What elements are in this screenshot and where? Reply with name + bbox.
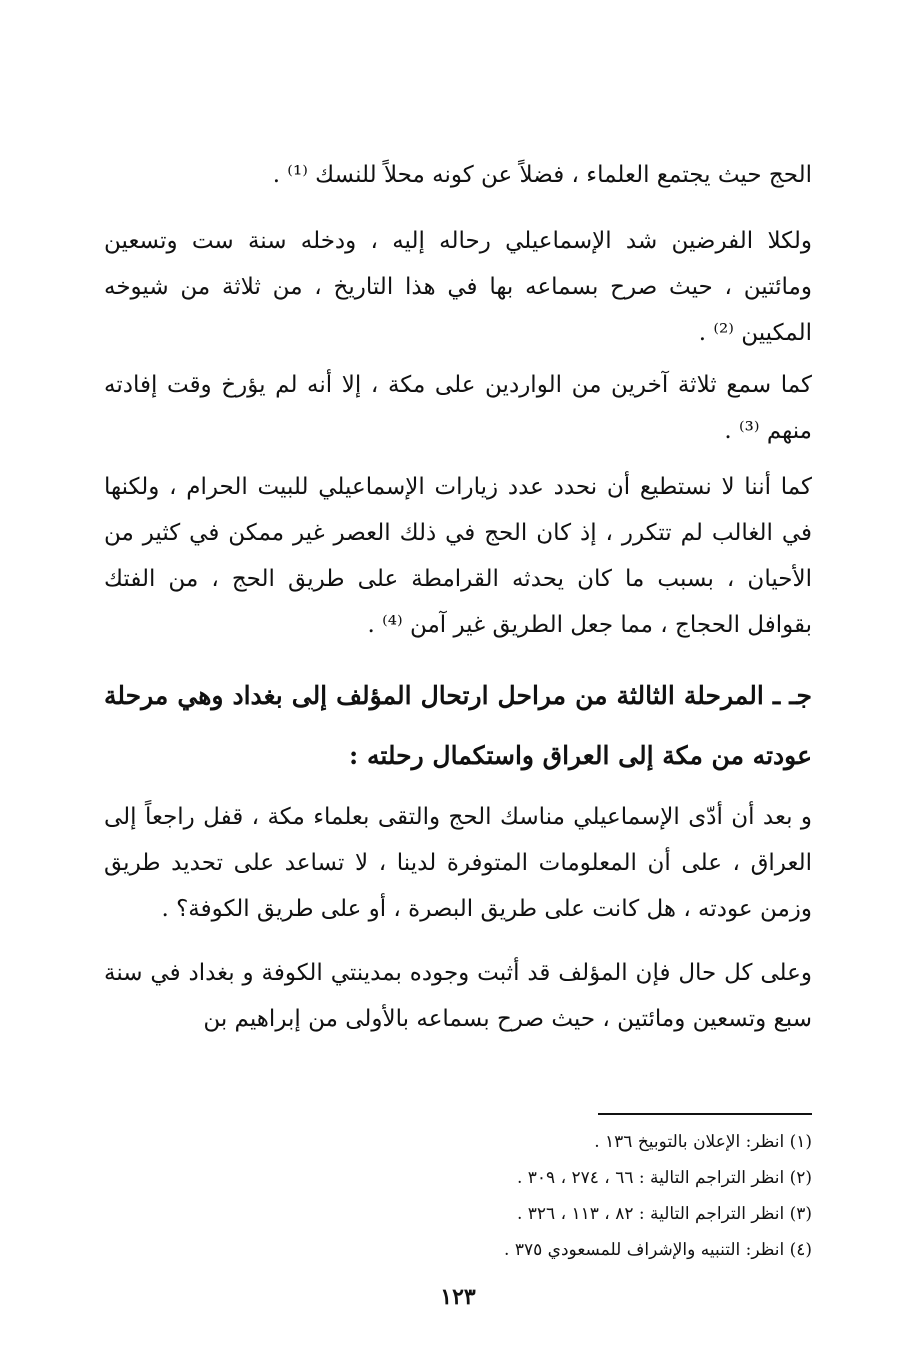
paragraph-4: كما أننا لا نستطيع أن نحدد عدد زيارات الإسماعيلي للبيت الحرام ، ولكنها في الغالب لم تتكرر ، إذ كان الحج في ذلك العصر غير ممكن في كثير من الأحيان ، بسبب ما كان يحدثه القرامطة على طريق الحج ، من الفتك بقوافل الحجاج ، مما جعل الطريق غير آمن ⁽⁴⁾ . xyxy=(104,474,812,638)
section-paragraph-1: و بعد أن أدّى الإسماعيلي مناسك الحج والتقى بعلماء مكة ، قفل راجعاً إلى العراق ، على أن المعلومات المتوفرة لدينا ، لا تساعد على تحديد طريق وزمن عودته ، هل كانت على طريق البصرة ، أو على طريق الكوفة؟ . xyxy=(104,804,812,922)
section-heading: جـ ـ المرحلة الثالثة من مراحل ارتحال المؤلف إلى بغداد وهي مرحلة عودته من مكة إلى العراق واستكمال رحلته : xyxy=(104,681,812,770)
page-number: ١٢٣ xyxy=(440,1284,476,1310)
footnote-2: (٢) انظر التراجم التالية : ٦٦ ، ٢٧٤ ، ٣٠٩ . xyxy=(516,1168,812,1188)
paragraph-3: كما سمع ثلاثة آخرين من الواردين على مكة ، إلا أنه لم يؤرخ وقت إفادته منهم ⁽³⁾ . xyxy=(104,372,812,444)
paragraph-1: الحج حيث يجتمع العلماء ، فضلاً عن كونه محلاً للنسك ⁽¹⁾ . xyxy=(272,162,812,188)
footnote-4: (٤) انظر: التنبيه والإشراف للمسعودي ٣٧٥ . xyxy=(504,1240,812,1260)
footnote-3: (٣) انظر التراجم التالية : ٨٢ ، ١١٣ ، ٣٢٦ . xyxy=(516,1204,812,1224)
section-paragraph-2: وعلى كل حال فإن المؤلف قد أثبت وجوده بمدينتي الكوفة و بغداد في سنة سبع وتسعين ومائتين ، حيث صرح بسماعه بالأولى من إبراهيم بن xyxy=(104,960,812,1032)
footnote-divider xyxy=(598,1113,812,1115)
footnote-1: (١) انظر: الإعلان بالتوبيخ ١٣٦ . xyxy=(594,1132,812,1152)
paragraph-2: ولكلا الفرضين شد الإسماعيلي رحاله إليه ، ودخله سنة ست وتسعين ومائتين ، حيث صرح بسماعه بها في هذا التاريخ ، من ثلاثة من شيوخه المكيين ⁽²⁾ . xyxy=(104,228,812,346)
footnotes-list xyxy=(104,1124,812,1268)
